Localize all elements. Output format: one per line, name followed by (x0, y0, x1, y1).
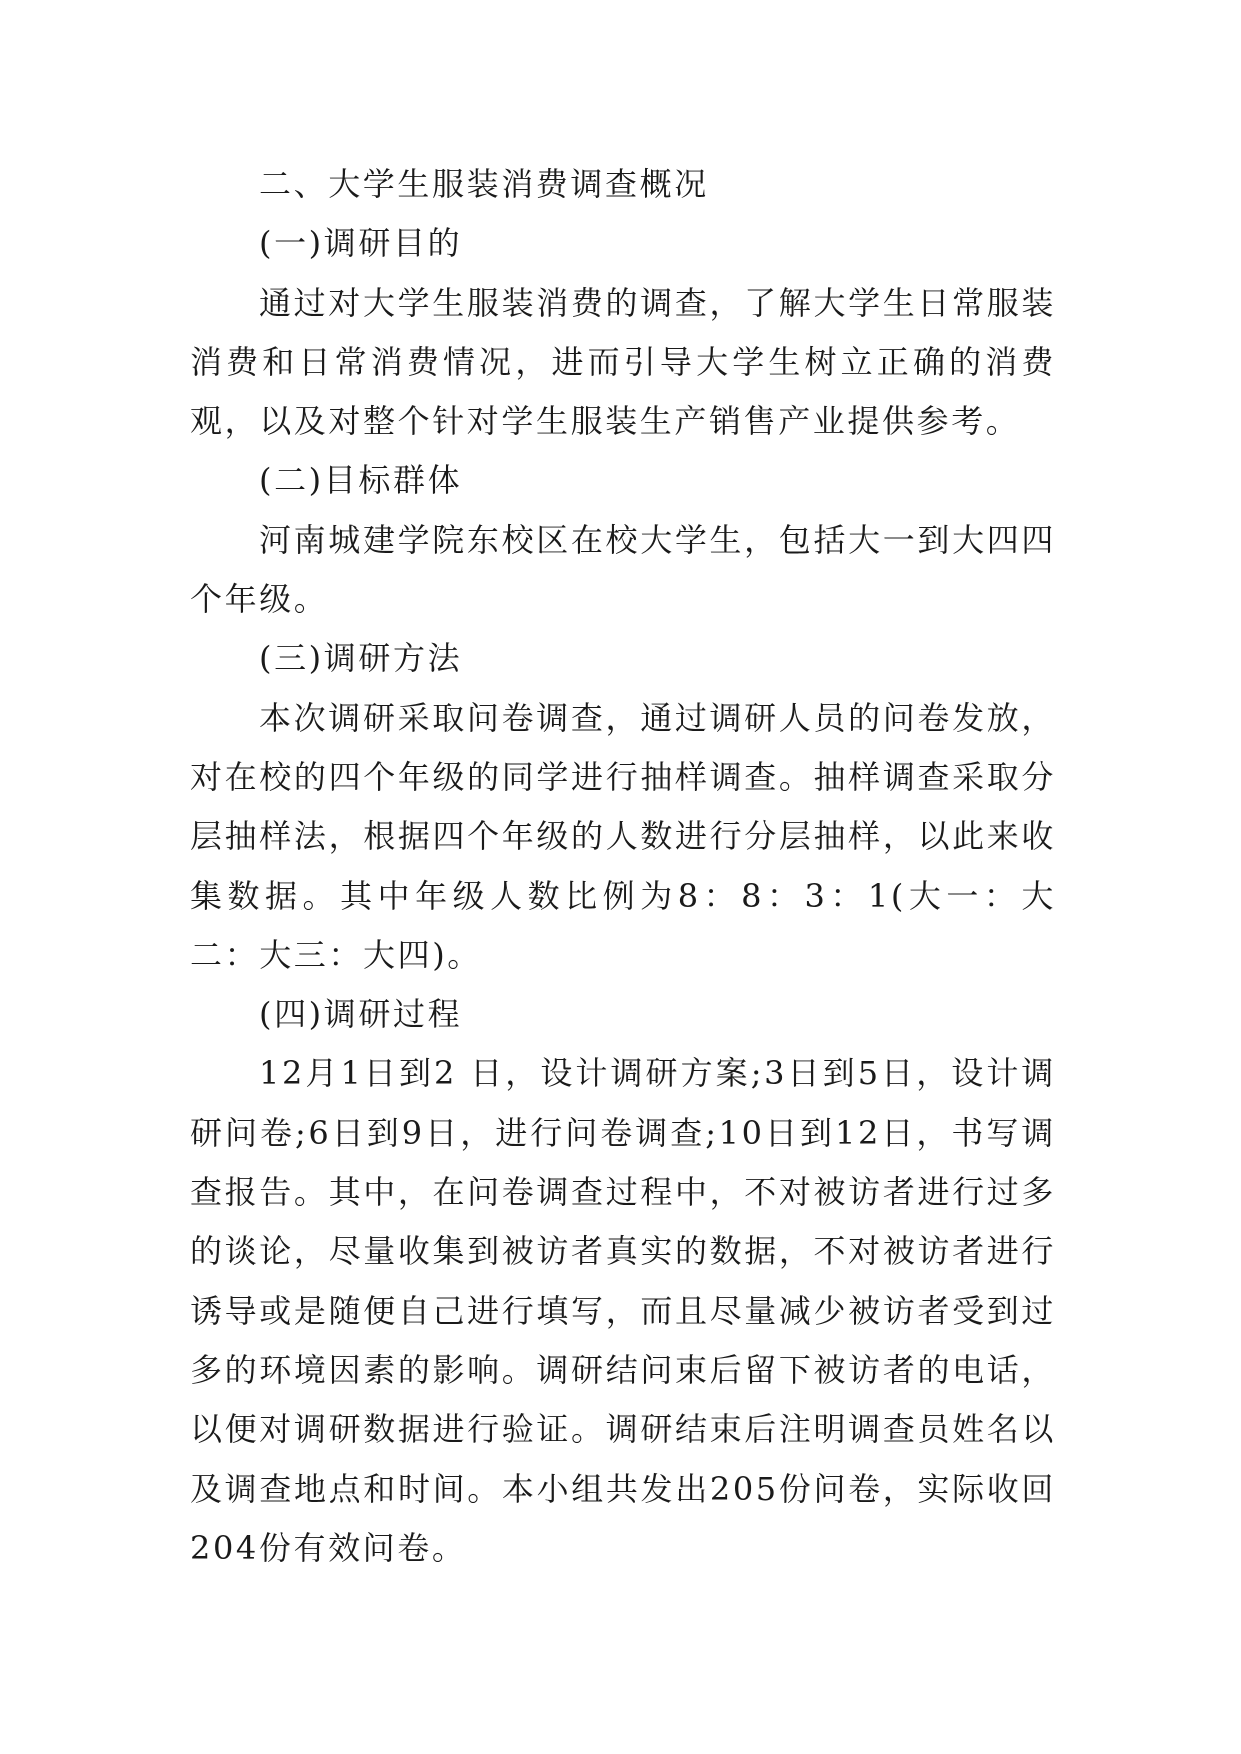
paragraph-target-group: 河南城建学院东校区在校大学生，包括大一到大四四个年级。 (190, 520, 1056, 619)
subsection-heading-target-group: (二)目标群体 (259, 461, 463, 500)
subsection-heading-purpose: (一)调研目的 (259, 224, 463, 263)
subsection-heading-process: (四)调研过程 (259, 995, 463, 1034)
document-body (190, 155, 1056, 1578)
subsection-heading-method: (三)调研方法 (259, 639, 463, 678)
paragraph-process: 12月1日到2 日，设计调研方案;3日到5日，设计调研问卷;6日到9日，进行问卷调查;10日到12日，书写调查报告。其中，在问卷调查过程中，不对被访者进行过多的谈论，尽量收集到被访者真实的数据，不对被访者进行诱导或是随便自己进行填写，而且尽量减少被访者受到过多的环境因素的影响。调研结问束后留下被访者的电话，以便对调研数据进行验证。调研结束后注明调查员姓名以及调查地点和时间。本小组共发出205份问卷，实际收回204份有效问卷。 (190, 1054, 1056, 1567)
paragraph-purpose: 通过对大学生服装消费的调查，了解大学生日常服装消费和日常消费情况，进而引导大学生树立正确的消费观，以及对整个针对学生服装生产销售产业提供参考。 (190, 283, 1056, 441)
section-title: 二、大学生服装消费调查概况 (259, 165, 709, 203)
paragraph-method: 本次调研采取问卷调查，通过调研人员的问卷发放，对在校的四个年级的同学进行抽样调查。抽样调查采取分层抽样法，根据四个年级的人数进行分层抽样，以此来收集数据。其中年级人数比例为8：8：3：1(大一：大二：大三：大四)。 (190, 698, 1056, 974)
